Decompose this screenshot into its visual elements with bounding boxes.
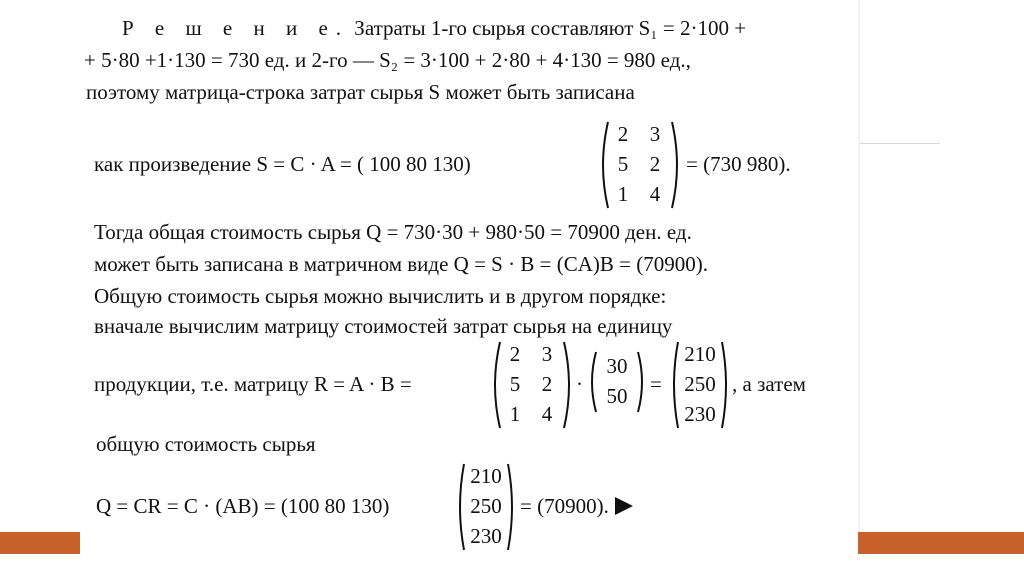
matrix-a-cell: 2 <box>617 122 629 146</box>
matrix-r-cell: 230 <box>684 402 716 426</box>
para1-line1-text: Затраты 1-го сырья составляют S₁ = 2·100 + <box>354 16 747 40</box>
para1-line4-left: как произведение S = C · A = ( 100 80 130) <box>94 152 471 176</box>
matrix-a-cell: 3 <box>649 122 661 146</box>
divider-line <box>858 143 940 144</box>
matrix-b <box>586 350 648 414</box>
matrix-a-cell: 2 <box>541 372 553 396</box>
matrix-a-cell: 2 <box>649 152 661 176</box>
para1-line2: + 5·80 +1·130 = 730 ед. и 2-го — S₂ = 3·100 + 2·80 + 4·130 = 980 ед., <box>84 48 691 72</box>
para2-line2: может быть записана в матричном виде Q = S · B = (CA)B = (70900). <box>94 252 708 276</box>
para1-line1 <box>122 16 746 40</box>
matrix-b-cell: 30 <box>606 354 628 378</box>
page-edge <box>858 0 860 532</box>
final-result: = (70900). <box>520 494 609 518</box>
equals-sign: = <box>650 372 662 396</box>
matrix-b-cell: 50 <box>606 384 628 408</box>
para2-line3: Общую стоимость сырья можно вычислить и в другом порядке: <box>94 284 667 308</box>
para2-line6: общую стоимость сырья <box>96 432 316 456</box>
para2-line5-right: , а затем <box>732 372 806 396</box>
matrix-a-cell: 3 <box>541 342 553 366</box>
matrix-a-cell: 4 <box>541 402 553 426</box>
matrix-r-cell: 250 <box>684 372 716 396</box>
para2-line5-left: продукции, т.е. матрицу R = A · B = <box>94 372 412 396</box>
matrix-a-cell: 4 <box>649 182 661 206</box>
matrix-r-cell: 250 <box>470 494 502 518</box>
accent-bar-left <box>0 532 80 554</box>
matrix-r-cell: 230 <box>470 524 502 548</box>
matrix-a-cell: 5 <box>509 372 521 396</box>
final-formula-left: Q = CR = C · (AB) = (100 80 130) <box>96 494 390 518</box>
para1-line3: поэтому матрица-строка затрат сырья S может быть записана <box>86 80 635 104</box>
final-formula-right <box>520 494 633 518</box>
matrix-a-cell: 1 <box>509 402 521 426</box>
matrix-a-cell: 5 <box>617 152 629 176</box>
matrix-r-cell: 210 <box>684 342 716 366</box>
matrix-a-cell: 2 <box>509 342 521 366</box>
matrix-a-second <box>488 340 576 430</box>
matrix-r-final <box>454 462 518 552</box>
para1-line4-right: = (730 980). <box>686 152 791 176</box>
matrix-r-cell: 210 <box>470 464 502 488</box>
triangle-right-icon <box>615 497 633 515</box>
matrix-a-cell: 1 <box>617 182 629 206</box>
matrix-r <box>668 340 732 430</box>
para2-line1: Тогда общая стоимость сырья Q = 730·30 + 980·50 = 70900 ден. ед. <box>94 220 692 244</box>
para2-line4: вначале вычислим матрицу стоимостей затрат сырья на единицу <box>94 314 673 338</box>
matrix-a <box>596 120 684 210</box>
accent-bar-right <box>858 532 1024 554</box>
solution-heading: Р е ш е н и е. <box>122 16 350 40</box>
dot-operator: · <box>576 372 583 396</box>
document-page <box>80 0 858 574</box>
